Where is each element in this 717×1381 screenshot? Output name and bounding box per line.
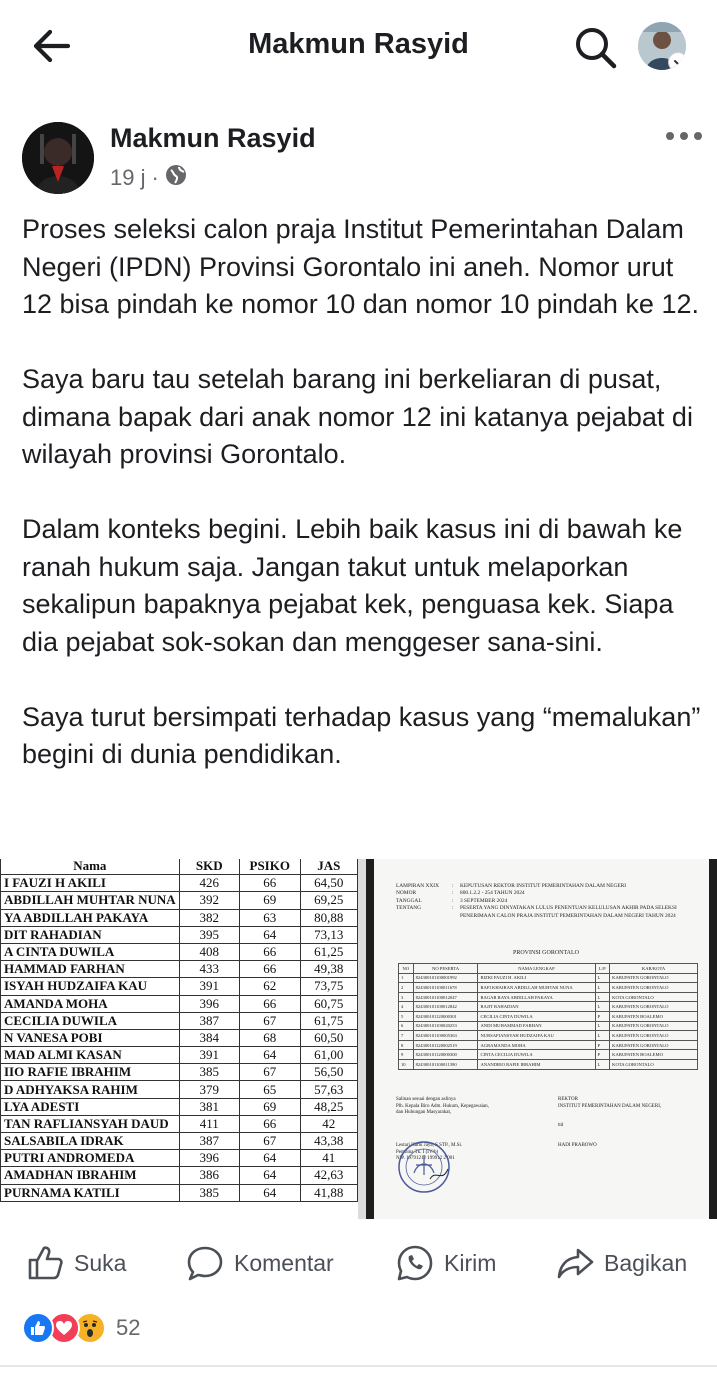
table-row: [1, 1184, 358, 1201]
table-cell: NURSAFIANSYAH HUDZAIFA KAU: [478, 1031, 595, 1041]
table-cell: 63: [239, 909, 300, 926]
official-seal-icon: [396, 1139, 452, 1195]
table-cell: KABUPATEN GORONTALO: [610, 1031, 698, 1041]
table-cell: 66: [239, 995, 300, 1012]
table-cell: L: [595, 973, 610, 983]
table-cell: 64: [239, 1150, 300, 1167]
document-header-field: PESERTA YANG DINYATAKAN LULUS PENENTUAN KELULUSAN AKHIR PADA SELEKSI PENERIMAAN CALON PRAJA INSTITUT PEMERINTAHAN DALAM NEGERI TAHUN 2024: [460, 905, 677, 919]
signature-line: INSTITUT PEMERINTAHAN DALAM NEGERI,: [558, 1103, 662, 1109]
table-cell: 426: [179, 875, 239, 892]
table-cell: KOTA GORONTALO: [610, 1059, 698, 1069]
share-label: Bagikan: [604, 1249, 688, 1276]
post-paragraph: Saya turut bersimpati terhadap kasus yang “memalukan” begini di dunia pendidikan.: [22, 701, 701, 769]
table-cell: 73,75: [300, 978, 357, 995]
comment-bubble-icon: [186, 1244, 224, 1282]
table-cell: 824300101120000301: [413, 1011, 478, 1021]
signature-line: [558, 1130, 698, 1137]
table-cell: 61,75: [300, 1012, 357, 1029]
table-row: [1, 1115, 358, 1132]
share-arrow-icon: [556, 1244, 594, 1282]
table-cell: 64,50: [300, 875, 357, 892]
table-cell: 824300101120000300: [413, 1050, 478, 1060]
document-header-row: [396, 905, 696, 920]
table-cell: 10: [399, 1059, 414, 1069]
table-cell: 8: [399, 1040, 414, 1050]
table-row: [1, 1012, 358, 1029]
document-header-field: :: [452, 883, 454, 889]
post-paragraph: Proses seleksi calon praja Institut Pemerintahan Dalam Negeri (IPDN) Provinsi Gorontalo ini aneh. Nomor urut 12 bisa pindah ke nomor 10 dan nomor 10 pindah ke 12.: [22, 214, 699, 319]
table-cell: 64: [239, 1047, 300, 1064]
table-cell: 5: [399, 1011, 414, 1021]
table-row: [1, 909, 358, 926]
table-row: [399, 983, 698, 993]
signature-line: [396, 1123, 546, 1130]
profile-avatar-button[interactable]: [638, 22, 686, 70]
document-header-row: [396, 883, 696, 890]
document-header-field: :: [452, 905, 454, 912]
table-cell: 824300101100012842: [413, 1002, 478, 1012]
table-cell: P: [595, 1011, 610, 1021]
document-header-field: TENTANG: [396, 905, 422, 912]
signature-line: HADI PRABOWO: [558, 1143, 597, 1149]
table-cell: RAFI KHAIRAN ABDILLAH MUHTAR NUNA: [478, 983, 595, 993]
table-cell: N VANESA POBI: [1, 1029, 180, 1046]
more-options-icon[interactable]: [664, 124, 704, 148]
table-cell: L: [595, 1059, 610, 1069]
table-cell: 824300101100001992: [413, 973, 478, 983]
table-cell: D ADHYAKSA RAHIM: [1, 1081, 180, 1098]
table-cell: 3: [399, 992, 414, 1002]
send-label: Kirim: [444, 1249, 497, 1276]
signature-line: Pembina Tk. I (IV/b): [396, 1149, 439, 1155]
table-cell: 824300101100012047: [413, 992, 478, 1002]
reaction-count: 52: [116, 1315, 141, 1340]
table-cell: CECILIA DUWILA: [1, 1012, 180, 1029]
table-cell: 381: [179, 1098, 239, 1115]
table-cell: KABUPATEN GORONTALO: [610, 1021, 698, 1031]
table-cell: L: [595, 992, 610, 1002]
table-header-row: [1, 859, 358, 875]
column-header: L/P: [595, 964, 610, 974]
table-row: [399, 973, 698, 983]
table-cell: 9: [399, 1050, 414, 1060]
document-header-row: [396, 890, 696, 897]
column-header: JAS: [300, 859, 357, 875]
table-cell: 73,13: [300, 926, 357, 943]
post-media: [0, 859, 717, 1219]
table-cell: 824300101100005363: [413, 1031, 478, 1041]
table-cell: 42,63: [300, 1167, 357, 1184]
table-cell: KABUPATEN GORONTALO: [610, 973, 698, 983]
reaction-summary[interactable]: [22, 1311, 140, 1345]
table-cell: KABUPATEN GORONTALO: [610, 983, 698, 993]
table-cell: ABDILLAH MUHTAR NUNA: [1, 892, 180, 909]
signature-line: [396, 1130, 546, 1137]
post-author-name[interactable]: Makmun Rasyid: [110, 123, 316, 153]
table-row: [1, 1150, 358, 1167]
table-cell: 411: [179, 1115, 239, 1132]
author-avatar[interactable]: [22, 122, 94, 194]
table-row: [1, 1029, 358, 1046]
table-cell: L: [595, 983, 610, 993]
table-cell: LYA ADESTI: [1, 1098, 180, 1115]
table-cell: 69,25: [300, 892, 357, 909]
table-cell: ANDI MUHAMMAD FARHAN: [478, 1021, 595, 1031]
table-cell: 379: [179, 1081, 239, 1098]
table-cell: 66: [239, 1115, 300, 1132]
document-header-row: [396, 898, 696, 905]
signature-line: [558, 1117, 698, 1124]
table-header-row: [399, 964, 698, 974]
table-cell: 67: [239, 1012, 300, 1029]
signature-line: [558, 1137, 698, 1144]
table-cell: KABUPATEN GORONTALO: [610, 1040, 698, 1050]
signature-line: Salinan sesuai dengan aslinya: [396, 1097, 456, 1102]
table-cell: 385: [179, 1184, 239, 1201]
table-cell: AGRAMANDA MOHA: [478, 1040, 595, 1050]
document-header-field: KEPUTUSAN REKTOR INSTITUT PEMERINTAHAN DALAM NEGERI: [460, 883, 627, 889]
section-divider: [0, 1365, 717, 1367]
table-cell: 80,88: [300, 909, 357, 926]
table-cell: DIT RAHADIAN: [1, 926, 180, 943]
table-cell: L: [595, 1002, 610, 1012]
table-cell: 61,25: [300, 943, 357, 960]
table-cell: 392: [179, 892, 239, 909]
like-label: Suka: [74, 1249, 127, 1276]
table-cell: RAGAR RAYA ABDILLAH PAKAYA: [478, 992, 595, 1002]
table-row: [1, 875, 358, 892]
table-cell: 62: [239, 978, 300, 995]
document-header-field: NOMOR: [396, 890, 417, 897]
table-cell: 69: [239, 892, 300, 909]
column-header: SKD: [179, 859, 239, 875]
table-cell: 391: [179, 1047, 239, 1064]
table-cell: 395: [179, 926, 239, 943]
meta-separator: ·: [151, 165, 159, 190]
table-cell: 387: [179, 1012, 239, 1029]
table-row: [399, 992, 698, 1002]
post-body: [22, 211, 702, 811]
table-row: [1, 961, 358, 978]
table-cell: SALSABILA IDRAK: [1, 1133, 180, 1150]
table-row: [1, 978, 358, 995]
table-cell: AMADHAN IBRAHIM: [1, 1167, 180, 1184]
signature-line: NIP. 19791212 199912 2 001: [396, 1156, 455, 1162]
table-cell: 387: [179, 1133, 239, 1150]
post-action-bar: [0, 1232, 717, 1292]
table-row: [1, 926, 358, 943]
table-cell: 56,50: [300, 1064, 357, 1081]
table-cell: CINTA CECILIA DUWILA: [478, 1050, 595, 1060]
share-button[interactable]: [556, 1244, 687, 1282]
table-cell: 396: [179, 1150, 239, 1167]
table-row: [1, 1047, 358, 1064]
table-cell: 41: [300, 1150, 357, 1167]
table-cell: I FAUZI H AKILI: [1, 875, 180, 892]
table-cell: 824300101100011390: [413, 1059, 478, 1069]
table-cell: 65: [239, 1081, 300, 1098]
table-cell: PUTRI ANDROMEDA: [1, 1150, 180, 1167]
column-header: NO: [399, 964, 414, 974]
table-row: [1, 1167, 358, 1184]
decree-document-image[interactable]: [366, 859, 717, 1219]
table-cell: 61,00: [300, 1047, 357, 1064]
table-cell: 408: [179, 943, 239, 960]
column-header: NO PESERTA: [413, 964, 478, 974]
table-row: [399, 1040, 698, 1050]
score-table: [0, 859, 358, 1202]
table-cell: 69: [239, 1098, 300, 1115]
table-row: [1, 1133, 358, 1150]
signature-line: Plh. Kepala Biro Adm. Hukum, Kepegawaian,: [396, 1103, 489, 1109]
post-paragraph: Dalam konteks begini. Lebih baik kasus ini di bawah ke ranah hukum saja. Jangan takut untuk melaporkan sekalipun bapaknya pejabat kek, penguasa kek. Siapa dia pejabat sok-sokan dan menggeser sana-sini.: [22, 514, 683, 657]
table-cell: YA ABDILLAH PAKAYA: [1, 909, 180, 926]
page-title: Makmun Rasyid: [248, 28, 469, 60]
table-cell: ISYAH HUDZAIFA KAU: [1, 978, 180, 995]
table-cell: 2: [399, 983, 414, 993]
table-cell: 66: [239, 875, 300, 892]
table-row: [1, 1098, 358, 1115]
column-header: KAB/KOTA: [610, 964, 698, 974]
table-cell: 66: [239, 943, 300, 960]
table-cell: 57,63: [300, 1081, 357, 1098]
like-reaction-icon: [22, 1312, 54, 1344]
table-cell: KABUPATEN BOALEMO: [610, 1050, 698, 1060]
signature-line: ttd: [558, 1123, 564, 1129]
post-paragraph: Saya baru tau setelah barang ini berkeliaran di pusat, dimana bapak dari anak nomor 12 ini katanya pejabat di wilayah provinsi Gorontalo.: [22, 364, 693, 469]
table-cell: 824300101100020253: [413, 1021, 478, 1031]
post-time[interactable]: 19 j: [110, 165, 146, 190]
table-cell: ANANDRIO RAFIE IBRAHIM: [478, 1059, 595, 1069]
document-page: [374, 859, 709, 1219]
comment-button[interactable]: [186, 1244, 334, 1282]
table-cell: MAD ALMI KASAN: [1, 1047, 180, 1064]
table-cell: HAMMAD FARHAN: [1, 961, 180, 978]
document-province: PROVINSI GORONTALO: [512, 950, 580, 956]
column-header: Nama: [1, 859, 180, 875]
table-row: [399, 1050, 698, 1060]
table-cell: 4: [399, 1002, 414, 1012]
table-cell: IIO RAFIE IBRAHIM: [1, 1064, 180, 1081]
table-cell: 824300101120002519: [413, 1040, 478, 1050]
media-divider: [358, 859, 366, 1219]
signature-line: Lestari Harni Jaya, S.STP., M.Si.: [396, 1143, 463, 1149]
thumbs-up-icon: [26, 1244, 64, 1282]
table-cell: RAJIT RAHADIAN: [478, 1002, 595, 1012]
table-cell: 433: [179, 961, 239, 978]
table-cell: 384: [179, 1029, 239, 1046]
table-cell: L: [595, 1031, 610, 1041]
table-cell: KABUPATEN GORONTALO: [610, 1002, 698, 1012]
like-button[interactable]: [26, 1244, 126, 1282]
table-row: [1, 1064, 358, 1081]
top-app-bar: [0, 0, 717, 96]
globe-icon: [165, 164, 187, 192]
post-meta: [110, 164, 187, 192]
table-cell: 66: [239, 961, 300, 978]
document-header-field: :: [452, 890, 454, 897]
signature-right: [558, 1097, 698, 1150]
table-cell: 64: [239, 1167, 300, 1184]
table-cell: P: [595, 1050, 610, 1060]
table-cell: TAN RAFLIANSYAH DAUD: [1, 1115, 180, 1132]
table-cell: 7: [399, 1031, 414, 1041]
document-header-field: 800.1.2.2 - 254 TAHUN 2024: [460, 890, 525, 897]
table-row: [399, 1002, 698, 1012]
table-cell: 60,50: [300, 1029, 357, 1046]
table-cell: L: [595, 1021, 610, 1031]
table-row: [1, 943, 358, 960]
table-cell: 824300101100011678: [413, 983, 478, 993]
whatsapp-icon: [396, 1244, 434, 1282]
search-icon[interactable]: [572, 24, 618, 70]
table-cell: 67: [239, 1133, 300, 1150]
table-cell: 49,38: [300, 961, 357, 978]
document-header-field: :: [452, 897, 454, 904]
table-cell: P: [595, 1040, 610, 1050]
table-cell: 48,25: [300, 1098, 357, 1115]
table-cell: 391: [179, 978, 239, 995]
signature-line: [396, 1117, 546, 1124]
signature-line: dan Hubungan Masyarakat,: [396, 1110, 452, 1116]
signature-line: [558, 1110, 698, 1117]
table-cell: 382: [179, 909, 239, 926]
table-cell: KOTA GORONTALO: [610, 992, 698, 1002]
document-header-field: TANGGAL: [396, 897, 422, 904]
table-cell: 68: [239, 1029, 300, 1046]
table-cell: 1: [399, 973, 414, 983]
send-button[interactable]: [396, 1244, 496, 1282]
table-cell: PURNAMA KATILI: [1, 1184, 180, 1201]
signature-line: REKTOR: [558, 1097, 578, 1102]
table-row: [399, 1031, 698, 1041]
document-header-field: 3 SEPTEMBER 2024: [460, 897, 508, 904]
table-cell: CECILIA CINTA DUWILA: [478, 1011, 595, 1021]
column-header: PSIKO: [239, 859, 300, 875]
chevron-down-icon: [668, 52, 686, 70]
table-row: [1, 1081, 358, 1098]
table-cell: 385: [179, 1064, 239, 1081]
table-cell: RIZKI FAUZI H. AKILI: [478, 973, 595, 983]
table-cell: 64: [239, 1184, 300, 1201]
table-cell: 396: [179, 995, 239, 1012]
table-cell: A CINTA DUWILA: [1, 943, 180, 960]
table-row: [399, 1059, 698, 1069]
table-row: [399, 1011, 698, 1021]
table-cell: 6: [399, 1021, 414, 1031]
comment-label: Komentar: [234, 1249, 334, 1276]
table-cell: 386: [179, 1167, 239, 1184]
table-cell: 64: [239, 926, 300, 943]
table-cell: 42: [300, 1115, 357, 1132]
table-cell: KABUPATEN BOALEMO: [610, 1011, 698, 1021]
score-table-image[interactable]: [0, 859, 358, 1219]
document-table: [398, 963, 698, 1070]
table-cell: 60,75: [300, 995, 357, 1012]
table-cell: AMANDA MOHA: [1, 995, 180, 1012]
table-row: [1, 892, 358, 909]
table-cell: 41,88: [300, 1184, 357, 1201]
column-header: NAMA LENGKAP: [478, 964, 595, 974]
table-row: [1, 995, 358, 1012]
document-header-field: LAMPIRAN XXIX: [396, 883, 439, 889]
table-row: [399, 1021, 698, 1031]
table-cell: 67: [239, 1064, 300, 1081]
table-cell: 43,38: [300, 1133, 357, 1150]
document-header: [396, 883, 696, 920]
